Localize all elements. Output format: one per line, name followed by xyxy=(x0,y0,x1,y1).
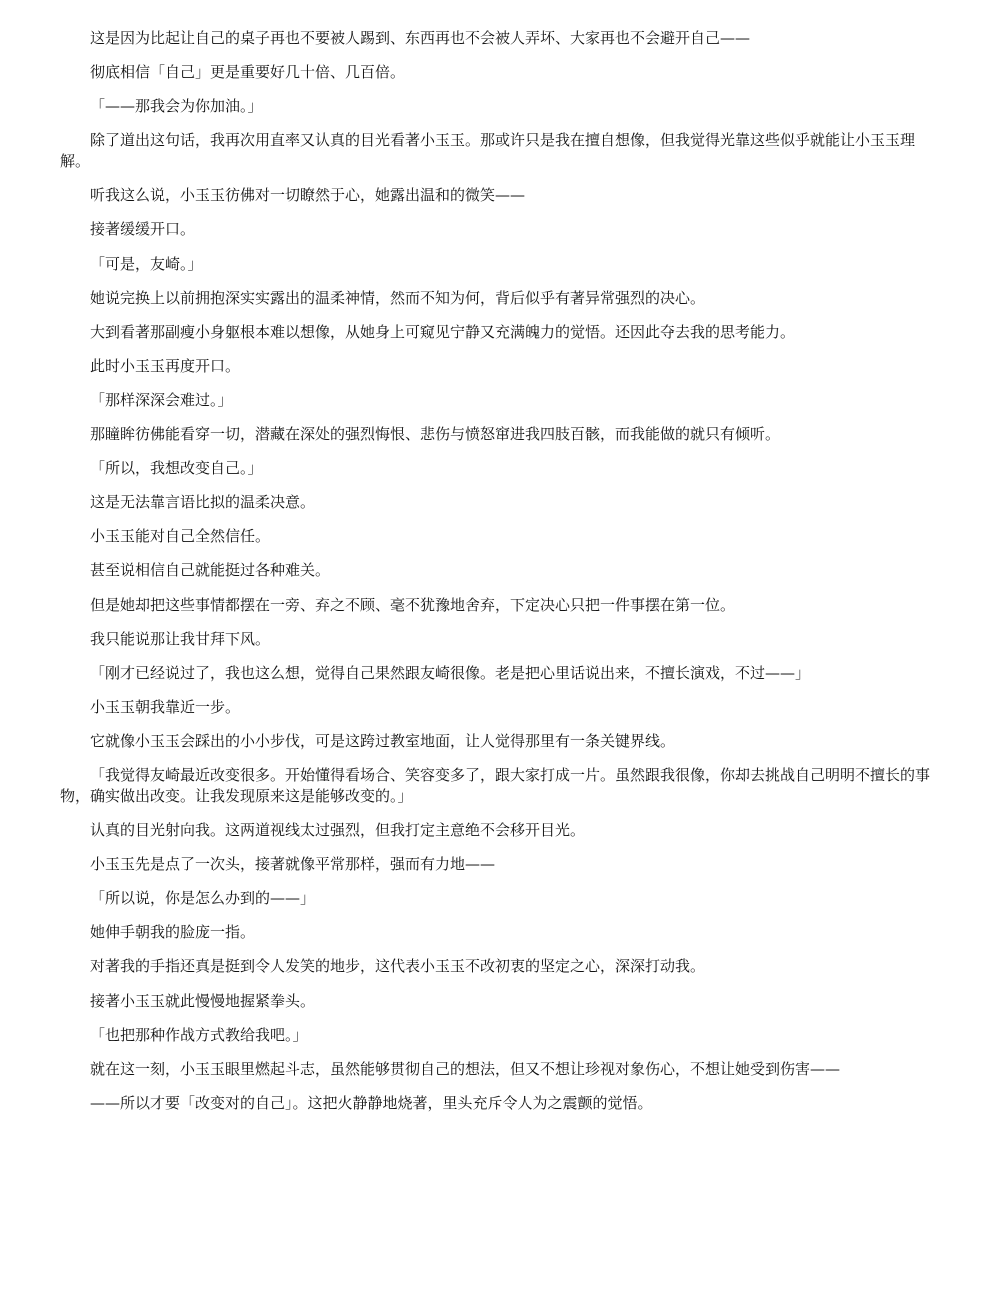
paragraph: 「可是，友崎。」 xyxy=(90,254,203,273)
paragraph: 甚至说相信自己就能挺过各种难关。 xyxy=(90,561,331,580)
paragraph: 小玉玉能对自己全然信任。 xyxy=(90,527,271,546)
paragraph: 她伸手朝我的脸庞一指。 xyxy=(90,923,256,942)
paragraph: 「所以，我想改变自己。」 xyxy=(90,459,263,478)
paragraph: 接著小玉玉就此慢慢地握紧拳头。 xyxy=(90,991,316,1010)
paragraph: 它就像小玉玉会踩出的小小步伐，可是这跨过教室地面，让人觉得那里有一条关键界线。 xyxy=(90,731,676,750)
paragraph: 但是她却把这些事情都摆在一旁、弃之不顾、毫不犹豫地舍弃，下定决心只把一件事摆在第一位。 xyxy=(90,595,736,614)
paragraph: 「我觉得友崎最近改变很多。开始懂得看场合、笑容变多了，跟大家打成一片。虽然跟我很像，你却去挑战自己明明不擅长的事物，确实做出改变。让我发现原来这是能够改变的。」 xyxy=(60,765,931,805)
paragraph: 认真的目光射向我。这两道视线太过强烈，但我打定主意绝不会移开目光。 xyxy=(90,821,586,840)
paragraph: 小玉玉先是点了一次头，接著就像平常那样，强而有力地—— xyxy=(90,855,496,874)
paragraph: 除了道出这句话，我再次用直率又认真的目光看著小玉玉。那或许只是我在擅自想像，但我觉得光靠这些似乎就能让小玉玉理解。 xyxy=(60,131,916,171)
paragraph: 「也把那种作战方式教给我吧。」 xyxy=(90,1025,308,1044)
paragraph: 听我这么说，小玉玉彷佛对一切瞭然于心，她露出温和的微笑—— xyxy=(90,186,526,205)
paragraph: 「刚才已经说过了，我也这么想，觉得自己果然跟友崎很像。老是把心里话说出来，不擅长演戏，不过——」 xyxy=(90,663,811,682)
paragraph: ——所以才要「改变对的自己」。这把火静静地烧著，里头充斥令人为之震颤的觉悟。 xyxy=(90,1093,653,1112)
paragraph: 接著缓缓开口。 xyxy=(90,220,196,239)
paragraph: 此时小玉玉再度开口。 xyxy=(90,356,241,375)
paragraph: 大到看著那副瘦小身躯根本难以想像，从她身上可窥见宁静又充满魄力的觉悟。还因此夺去我的思考能力。 xyxy=(90,322,796,341)
paragraph: 这是因为比起让自己的桌子再也不要被人踢到、东西再也不会被人弄坏、大家再也不会避开自己—— xyxy=(90,29,751,47)
paragraph: 「那样深深会难过。」 xyxy=(90,390,233,409)
paragraph: 就在这一刻，小玉玉眼里燃起斗志，虽然能够贯彻自己的想法，但又不想让珍视对象伤心，不想让她受到伤害—— xyxy=(90,1059,841,1078)
paragraph: 「所以说，你是怎么办到的——」 xyxy=(90,889,316,908)
paragraph: 我只能说那让我甘拜下风。 xyxy=(90,629,271,648)
paragraph: 彻底相信「自己」更是重要好几十倍、几百倍。 xyxy=(90,63,406,82)
paragraph: 小玉玉朝我靠近一步。 xyxy=(90,697,241,716)
paragraph: 对著我的手指还真是挺到令人发笑的地步，这代表小玉玉不改初衷的坚定之心，深深打动我。 xyxy=(90,957,706,976)
paragraph: 那瞳眸彷佛能看穿一切，潜藏在深处的强烈悔恨、悲伤与愤怒窜进我四肢百骸，而我能做的就只有倾听。 xyxy=(90,425,781,444)
document-body xyxy=(60,28,940,1127)
paragraph: 「——那我会为你加油。」 xyxy=(90,97,263,116)
paragraph: 这是无法靠言语比拟的温柔决意。 xyxy=(90,493,316,512)
paragraph: 她说完换上以前拥抱深实实露出的温柔神情，然而不知为何，背后似乎有著异常强烈的决心。 xyxy=(90,288,706,307)
